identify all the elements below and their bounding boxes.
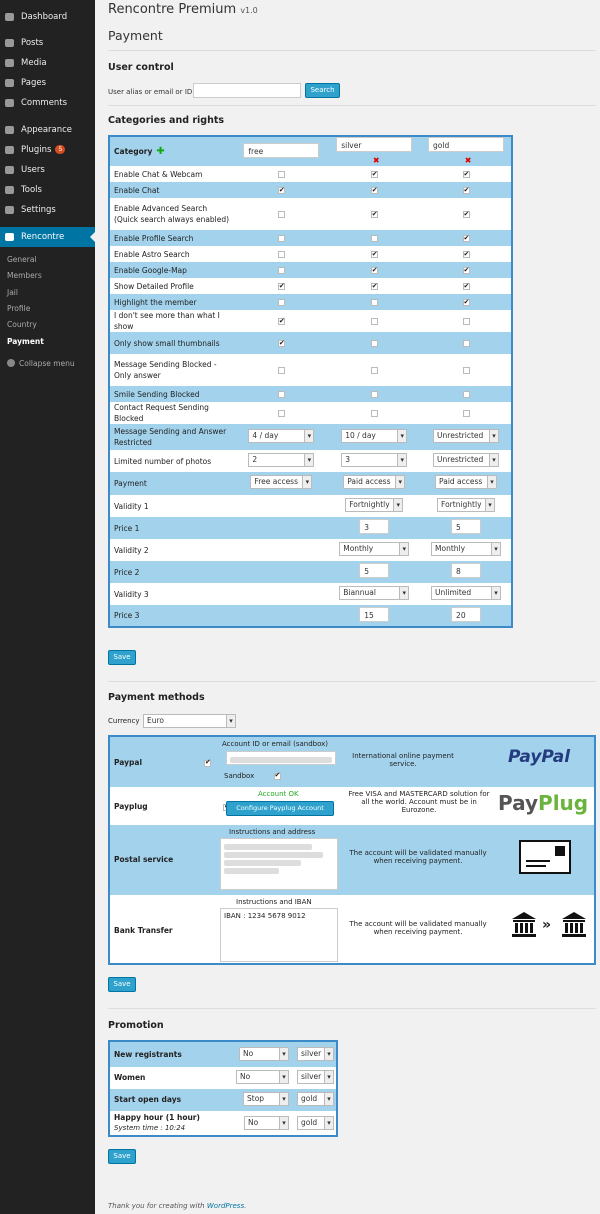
menu-rencontre[interactable]: Rencontre — [0, 227, 95, 247]
divider — [108, 681, 596, 682]
menu-settings[interactable]: Settings — [0, 200, 95, 220]
promo-happy-hour-select[interactable]: No ▾ — [244, 1116, 289, 1130]
promotion-heading: Promotion — [108, 1020, 164, 1031]
msg_restricted-label: Message Sending and Answer Restricted — [114, 427, 227, 447]
right-label: Enable Profile Search — [114, 233, 194, 243]
msg_restricted-select[interactable]: 10 / day ▾ — [341, 429, 407, 443]
user-search-label: User alias or email or ID — [108, 88, 193, 96]
price1-row — [109, 517, 512, 539]
dashboard-icon — [5, 13, 14, 21]
right-checkbox[interactable] — [463, 318, 470, 325]
paypal-logo: PayPal — [508, 747, 571, 767]
validity1-select[interactable]: Fortnightly ▾ — [437, 498, 495, 512]
bank-description: The account will be validated manually when receiving payment. — [349, 920, 487, 936]
admin-sidebar — [0, 0, 95, 1214]
msg_restricted-row — [109, 424, 512, 450]
payment-select[interactable]: Paid access ▾ — [343, 475, 405, 489]
right-label: Smile Sending Blocked — [114, 389, 200, 399]
price2-row — [109, 561, 512, 583]
right-label: Contact Request Sending Blocked — [114, 403, 209, 423]
right-checkbox[interactable] — [278, 299, 285, 306]
validity2-row — [109, 539, 512, 561]
right-checkbox[interactable] — [463, 267, 470, 274]
bank-field-label: Instructions and IBAN — [236, 898, 312, 906]
paypal-enabled-checkbox[interactable] — [204, 760, 211, 767]
right-checkbox[interactable] — [371, 211, 378, 218]
payment-select[interactable]: Paid access ▾ — [435, 475, 497, 489]
main-content — [108, 0, 596, 1214]
promo-open-days-category-select[interactable]: gold ▾ — [297, 1092, 334, 1106]
category-header-row — [109, 136, 512, 166]
validity3-select[interactable]: Unlimited ▾ — [431, 586, 501, 600]
promotion-table — [108, 1040, 338, 1137]
right-label: Enable Chat — [114, 185, 160, 195]
menu-appearance[interactable]: Appearance — [0, 120, 95, 140]
payplug-status: Account OK — [258, 790, 299, 798]
delete-category-icon[interactable]: ✖ — [464, 156, 472, 165]
media-icon — [5, 59, 14, 67]
save-payment-methods-button[interactable]: Save — [108, 977, 136, 992]
price2-input[interactable]: 8 — [451, 563, 481, 578]
right-label: Message Sending Blocked - Only answer — [114, 360, 217, 380]
right-checkbox[interactable] — [278, 187, 285, 194]
promo-women-category-select[interactable]: silver ▾ — [297, 1070, 334, 1084]
photos-label: Limited number of photos — [114, 456, 212, 466]
right-checkbox[interactable] — [371, 410, 378, 417]
right-checkbox[interactable] — [371, 171, 378, 178]
payment-select[interactable]: Free access ▾ — [250, 475, 312, 489]
bank-name: Bank Transfer — [114, 926, 173, 935]
brush-icon — [5, 126, 14, 134]
price2-input[interactable]: 5 — [359, 563, 389, 578]
system-time: System time : 10:24 — [114, 1124, 186, 1132]
menu-tools[interactable]: Tools — [0, 180, 95, 200]
promo-women-select[interactable]: No ▾ — [236, 1070, 289, 1084]
right-row — [109, 332, 512, 354]
validity1-select[interactable]: Fortnightly ▾ — [345, 498, 403, 512]
validity2-select[interactable]: Monthly ▾ — [339, 542, 409, 556]
photos-select[interactable]: 2 ▾ — [248, 453, 314, 467]
right-checkbox[interactable] — [371, 318, 378, 325]
save-promotion-button[interactable]: Save — [108, 1149, 136, 1164]
right-checkbox[interactable] — [463, 367, 470, 374]
right-checkbox[interactable] — [371, 367, 378, 374]
right-checkbox[interactable] — [278, 235, 285, 242]
bank-icon — [510, 910, 590, 940]
user-icon — [5, 166, 14, 174]
right-checkbox[interactable] — [278, 340, 285, 347]
menu-plugins[interactable]: Plugins 5 — [0, 140, 95, 160]
save-categories-button[interactable]: Save — [108, 650, 136, 665]
page-icon — [5, 79, 14, 87]
validity2-select[interactable]: Monthly ▾ — [431, 542, 501, 556]
right-row — [109, 278, 512, 294]
right-checkbox[interactable] — [278, 267, 285, 274]
menu-posts[interactable]: Posts — [0, 33, 95, 53]
right-checkbox[interactable] — [463, 211, 470, 218]
photos-select[interactable]: 3 ▾ — [341, 453, 407, 467]
right-checkbox[interactable] — [463, 283, 470, 290]
postal-description: The account will be validated manually when receiving payment. — [349, 849, 487, 865]
postal-field-label: Instructions and address — [229, 828, 316, 836]
menu-dashboard[interactable]: Dashboard — [0, 7, 95, 27]
delete-category-icon[interactable]: ✖ — [372, 156, 380, 165]
price1-input[interactable]: 5 — [451, 519, 481, 534]
right-checkbox[interactable] — [463, 187, 470, 194]
add-category-icon[interactable]: ✚ — [156, 146, 165, 157]
right-row — [109, 386, 512, 402]
price1-input[interactable]: 3 — [359, 519, 389, 534]
postal-instructions-textarea[interactable] — [220, 838, 338, 890]
right-checkbox[interactable] — [463, 410, 470, 417]
right-row — [109, 354, 512, 386]
right-row — [109, 166, 512, 182]
submenu-payment[interactable]: Payment — [7, 337, 44, 346]
category-name-input-silver[interactable]: silver — [336, 137, 412, 152]
right-checkbox[interactable] — [371, 251, 378, 258]
bank-iban-textarea[interactable]: IBAN : 1234 5678 9012 — [220, 908, 338, 962]
right-checkbox[interactable] — [278, 211, 285, 218]
right-checkbox[interactable] — [371, 267, 378, 274]
right-label: Enable Chat & Webcam — [114, 169, 203, 179]
payment-row — [109, 472, 512, 495]
version-label: v1.0 — [240, 6, 258, 15]
price3-input[interactable]: 15 — [359, 607, 389, 622]
category-name-input-gold[interactable]: gold — [428, 137, 504, 152]
promo-happy-hour-category-select[interactable]: gold ▾ — [297, 1116, 334, 1130]
settings-icon — [5, 206, 14, 214]
categories-table — [108, 135, 513, 628]
payment-methods-heading: Payment methods — [108, 692, 205, 703]
wordpress-link[interactable]: WordPress — [206, 1202, 245, 1210]
right-label: I don't see more than what I show — [114, 311, 220, 331]
photos-row — [109, 450, 512, 472]
price1-label: Price 1 — [114, 523, 140, 533]
postal-name: Postal service — [114, 855, 174, 864]
payplug-name: Payplug — [114, 802, 148, 811]
wrench-icon — [5, 186, 14, 194]
validity1-label: Validity 1 — [114, 501, 149, 511]
right-label: Highlight the member — [114, 297, 197, 307]
menu-comments[interactable]: Comments — [0, 93, 95, 113]
right-checkbox[interactable] — [463, 391, 470, 398]
divider — [108, 1008, 596, 1009]
right-checkbox[interactable] — [278, 171, 285, 178]
price2-label: Price 2 — [114, 567, 140, 577]
promo-label: Women — [114, 1073, 146, 1082]
bank-arrow: » — [542, 917, 552, 933]
right-label: Enable Google-Map — [114, 265, 187, 275]
category-name-input-free[interactable]: free — [243, 143, 319, 158]
category-label: Category — [114, 147, 153, 156]
submenu-country[interactable]: Country — [7, 320, 37, 329]
right-checkbox[interactable] — [463, 251, 470, 258]
right-row — [109, 262, 512, 278]
payplug-description: Free VISA and MASTERCARD solution for all the world. Account must be in Eurozone. — [348, 790, 490, 814]
right-checkbox[interactable] — [278, 318, 285, 325]
promo-open-days-select[interactable]: Stop ▾ — [243, 1092, 289, 1106]
validity3-label: Validity 3 — [114, 589, 149, 599]
paypal-field-label: Account ID or email (sandbox) — [222, 740, 329, 748]
right-checkbox[interactable] — [371, 299, 378, 306]
right-row — [109, 294, 512, 310]
right-checkbox[interactable] — [278, 283, 285, 290]
divider — [108, 50, 596, 51]
right-checkbox[interactable] — [463, 235, 470, 242]
divider — [108, 105, 596, 106]
right-checkbox[interactable] — [463, 299, 470, 306]
paypal-name: Paypal — [114, 758, 143, 767]
collapse-menu[interactable]: Collapse menu — [7, 359, 75, 368]
menu-media[interactable]: Media — [0, 53, 95, 73]
currency-label: Currency — [108, 717, 140, 725]
validity1-row — [109, 495, 512, 517]
footer-text: Thank you for creating with WordPress. — [108, 1202, 247, 1210]
price3-label: Price 3 — [114, 611, 140, 620]
user-control-heading: User control — [108, 62, 174, 73]
right-label: Show Detailed Profile — [114, 281, 194, 291]
sandbox-checkbox[interactable] — [274, 773, 281, 780]
validity3-select[interactable]: Biannual ▾ — [339, 586, 409, 600]
promo-new-registrants-select[interactable]: No ▾ — [239, 1047, 289, 1061]
payplug-logo: PayPlug — [498, 791, 589, 815]
pin-icon — [5, 39, 14, 47]
right-checkbox[interactable] — [371, 283, 378, 290]
collapse-icon — [7, 359, 15, 367]
promo-new-registrants-category-select[interactable]: silver ▾ — [297, 1047, 334, 1061]
menu-users[interactable]: Users — [0, 160, 95, 180]
page-title: Rencontre Premium v1.0 — [108, 2, 258, 17]
currency-select[interactable]: Euro ▾ — [143, 714, 236, 728]
right-row — [109, 310, 512, 332]
right-row — [109, 402, 512, 424]
plug-icon — [5, 146, 14, 154]
submenu-jail[interactable]: Jail — [7, 288, 18, 297]
promo-label: Start open days — [114, 1095, 182, 1104]
right-row — [109, 182, 512, 198]
promo-label: Happy hour (1 hour) — [114, 1113, 200, 1122]
right-label: Only show small thumbnails — [114, 338, 220, 348]
right-checkbox[interactable] — [371, 187, 378, 194]
price3-input[interactable]: 20 — [451, 607, 481, 622]
payment-methods-table — [108, 735, 596, 965]
heart-icon — [5, 233, 14, 241]
right-label: Enable Advanced Search (Quick search always enabled) — [114, 204, 230, 224]
photos-select[interactable]: Unrestricted ▾ — [433, 453, 499, 467]
promo-label: New registrants — [114, 1050, 182, 1059]
paypal-account-input[interactable] — [226, 751, 336, 765]
envelope-icon — [519, 840, 571, 874]
paypal-description: International online payment service. — [352, 752, 454, 768]
right-checkbox[interactable] — [278, 391, 285, 398]
configure-payplug-button[interactable]: Configure Payplug Account — [226, 801, 334, 816]
msg_restricted-select[interactable]: Unrestricted ▾ — [433, 429, 499, 443]
validity2-label: Validity 2 — [114, 545, 149, 555]
search-button[interactable]: Search — [305, 83, 340, 98]
categories-heading: Categories and rights — [108, 115, 225, 126]
payment-label: Payment — [114, 479, 147, 488]
comment-icon — [5, 99, 14, 107]
right-checkbox[interactable] — [463, 171, 470, 178]
right-row — [109, 198, 512, 230]
validity3-row — [109, 583, 512, 605]
menu-pages[interactable]: Pages — [0, 73, 95, 93]
submenu-profile[interactable]: Profile — [7, 304, 31, 313]
plugins-update-badge: 5 — [55, 145, 65, 154]
right-checkbox[interactable] — [371, 340, 378, 347]
submenu-general[interactable]: General — [7, 255, 37, 264]
user-search-input[interactable] — [193, 83, 301, 98]
submenu-members[interactable]: Members — [7, 271, 42, 280]
price3-row — [109, 605, 512, 627]
right-label: Enable Astro Search — [114, 249, 190, 259]
right-checkbox[interactable] — [463, 340, 470, 347]
page-subtitle: Payment — [108, 28, 163, 43]
right-checkbox[interactable] — [278, 410, 285, 417]
right-checkbox[interactable] — [371, 391, 378, 398]
right-checkbox[interactable] — [371, 235, 378, 242]
right-row — [109, 246, 512, 262]
msg_restricted-select[interactable]: 4 / day ▾ — [248, 429, 314, 443]
right-checkbox[interactable] — [278, 367, 285, 374]
right-checkbox[interactable] — [278, 251, 285, 258]
sandbox-label: Sandbox — [224, 772, 255, 780]
right-row — [109, 230, 512, 246]
